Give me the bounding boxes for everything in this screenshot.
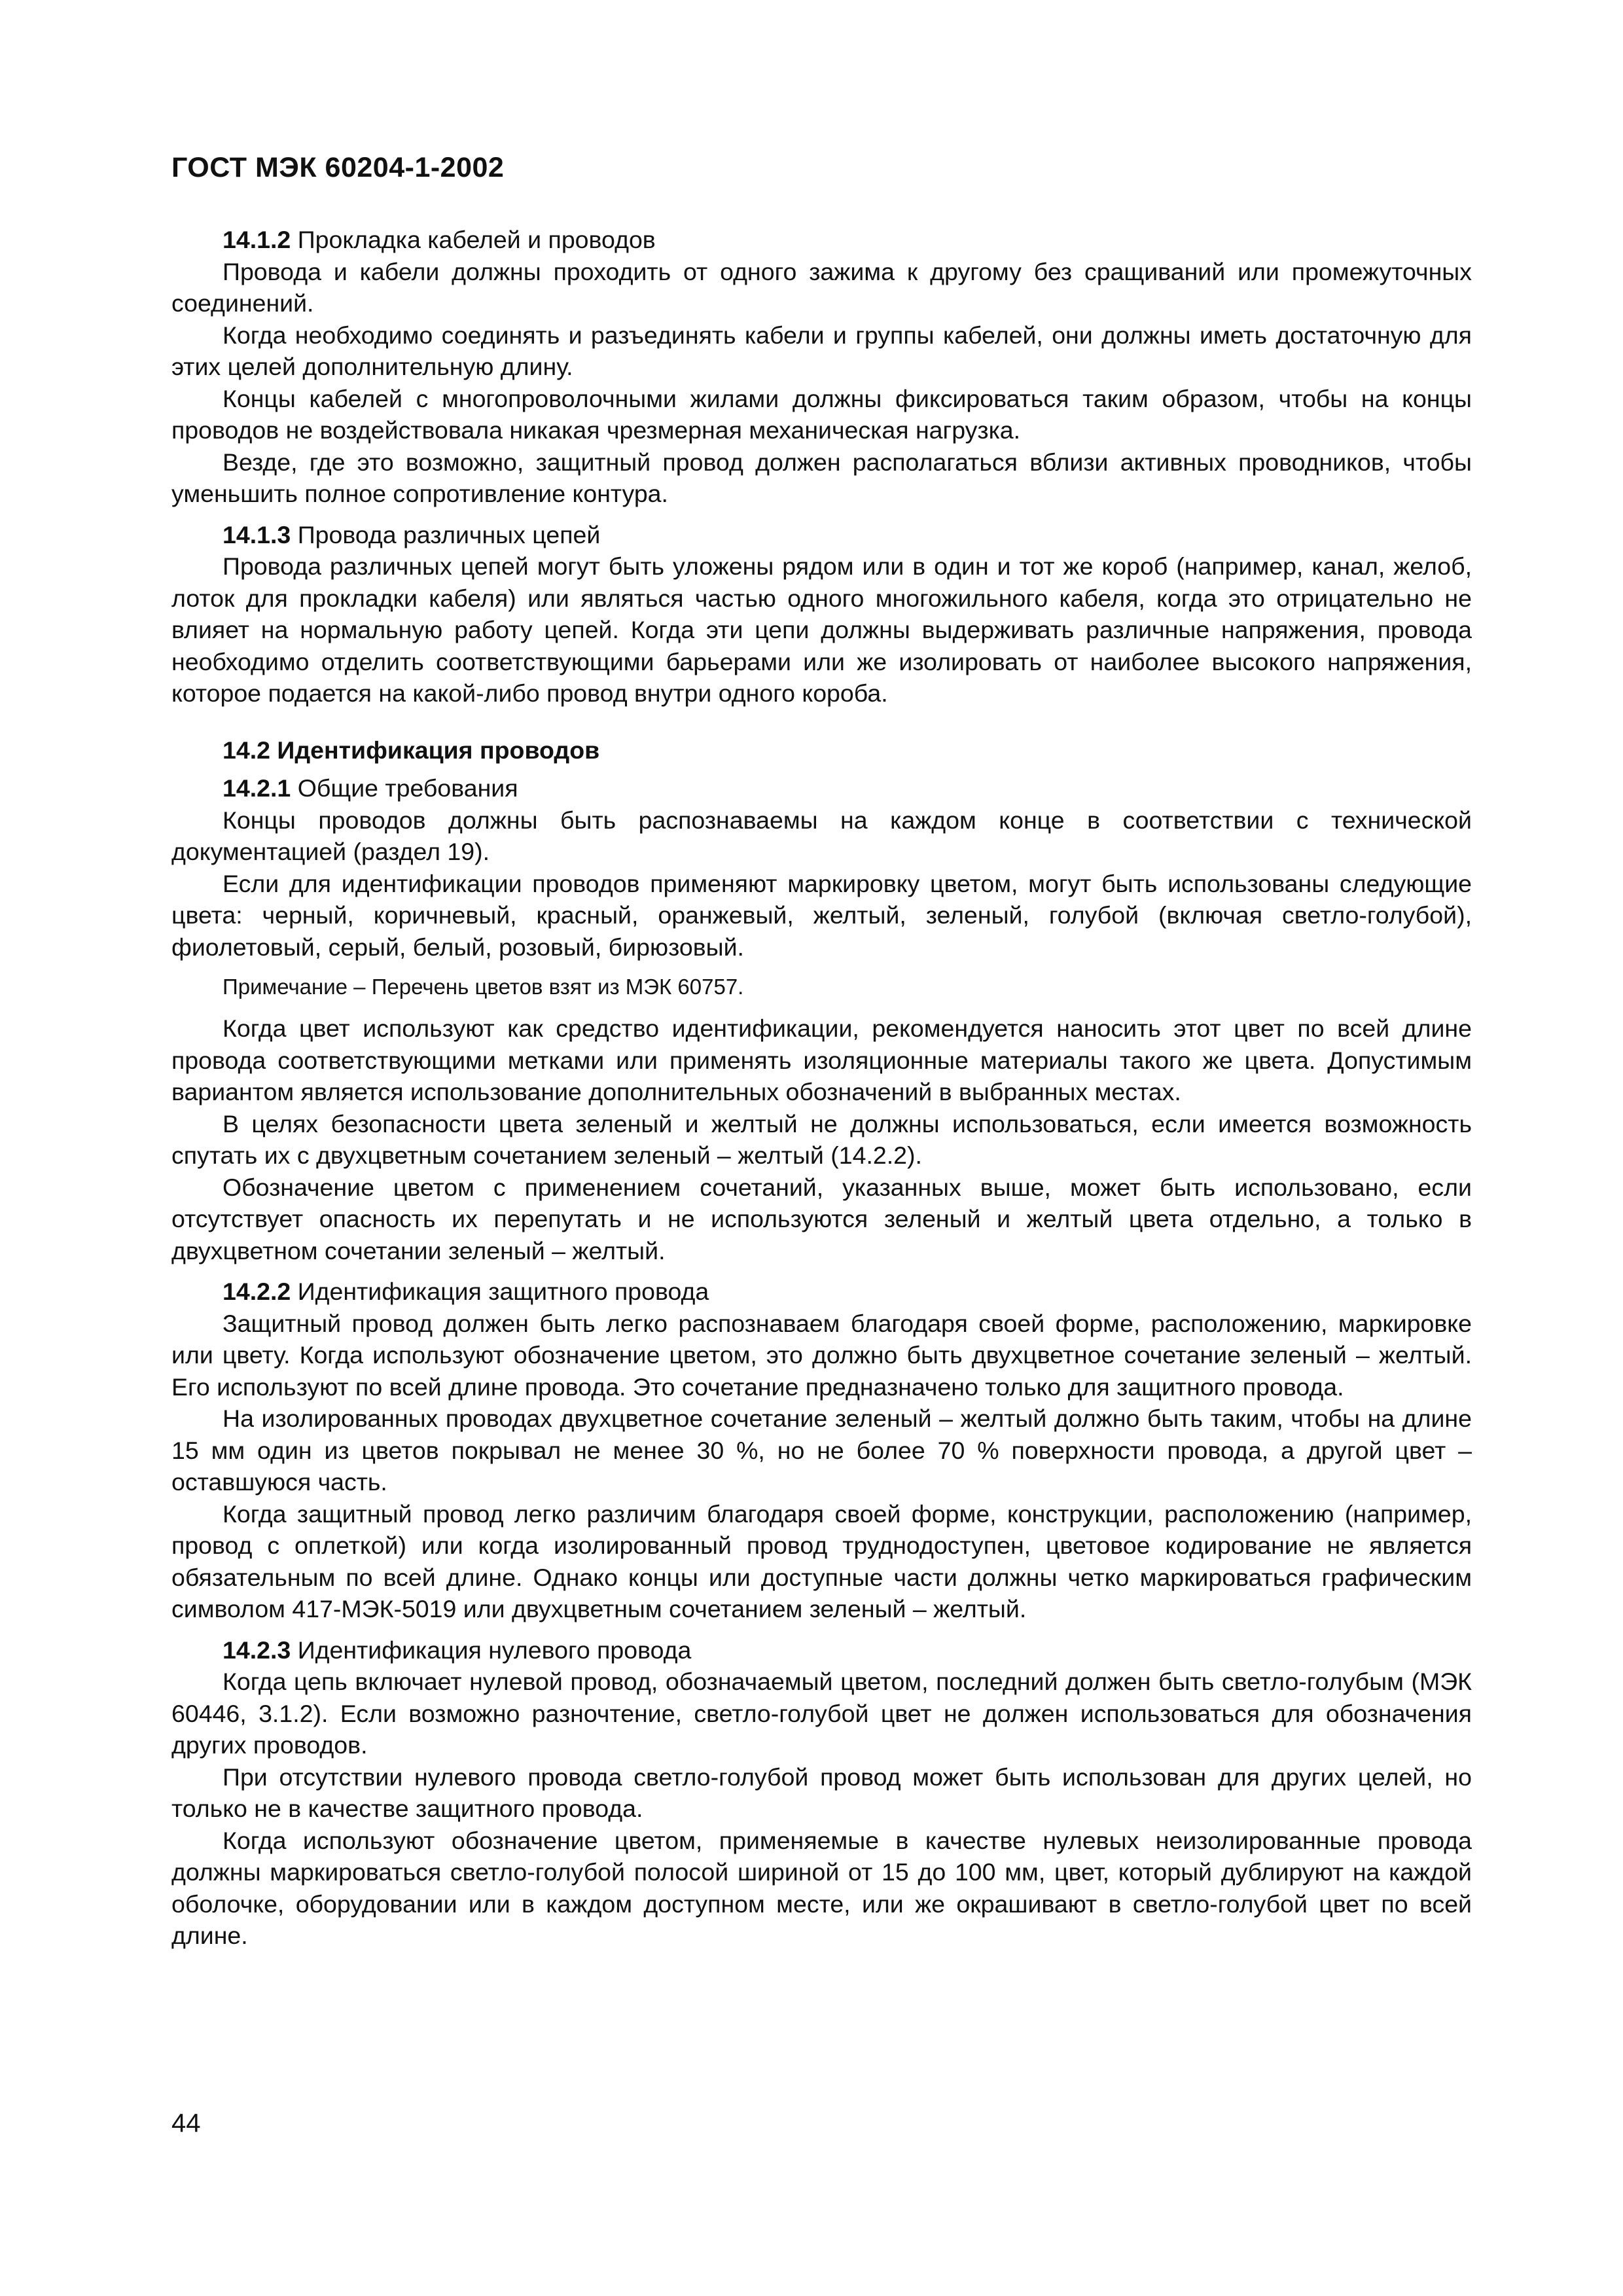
paragraph: Когда защитный провод легко различим благодаря своей форме, конструкции, расположению (например, провод с оплеткой) или когда изолированный провод труднодоступен, цветовое кодирование не является обязательным по всей длине. Однако концы или доступные части должны четко маркироваться графическим символом 417-МЭК-5019 или двухцветным сочетанием зеленый – желтый. <box>171 1499 1472 1623</box>
subsection-heading-14-1-2 <box>171 224 1472 256</box>
paragraph: Везде, где это возможно, защитный провод должен располагаться вблизи активных проводников, чтобы уменьшить полное сопротивление контура. <box>171 448 1472 507</box>
subsection-number: 14.2.3 <box>223 1636 291 1664</box>
subsection-title: Общие требования <box>297 774 518 802</box>
paragraph: Когда цвет используют как средство идентификации, рекомендуется наносить этот цвет по всей длине провода соответствующими метками или применять изоляционные материалы такого же цвета. Допустимым вариантом является использование дополнительных обозначений в выбранных местах. <box>171 1014 1472 1105</box>
paragraph: Концы проводов должны быть распознаваемы на каждом конце в соответствии с технической документацией (раздел 19). <box>171 806 1472 865</box>
subsection-title: Прокладка кабелей и проводов <box>297 226 656 253</box>
subsection-heading-14-2-3 <box>171 1634 1472 1666</box>
paragraph: Концы кабелей с многопроволочными жилами должны фиксироваться таким образом, чтобы на концы проводов не воздействовала никакая чрезмерная механическая нагрузка. <box>171 384 1472 444</box>
subsection-title: Идентификация нулевого провода <box>297 1636 692 1664</box>
subsection-heading-14-2-1 <box>171 772 1472 804</box>
subsection-number: 14.2.1 <box>223 774 291 802</box>
section-heading-14-2 <box>171 734 1472 766</box>
paragraph: На изолированных проводах двухцветное сочетание зеленый – желтый должно быть таким, чтобы на длине 15 мм один из цветов покрывал не менее 30 %, но не более 70 % поверхности провода, а другой цвет – оставшуюся часть. <box>171 1405 1472 1496</box>
section-title: 14.2 Идентификация проводов <box>223 736 600 764</box>
paragraph: Защитный провод должен быть легко распознаваем благодаря своей форме, расположению, маркировке или цвету. Когда используют обозначение цветом, это должно быть двухцветное сочетание зеленый – желтый. Его используют по всей длине провода. Это сочетание предназначено только для защитного провода. <box>171 1309 1472 1401</box>
subsection-number: 14.2.2 <box>223 1278 291 1305</box>
paragraph: Когда цепь включает нулевой провод, обозначаемый цветом, последний должен быть светло-голубым (МЭК 60446, 3.1.2). Если возможно разночтение, светло-голубой цвет не должен использоваться для обозначения других проводов. <box>171 1668 1472 1759</box>
subsection-number: 14.1.3 <box>223 520 291 548</box>
subsection-title: Идентификация защитного провода <box>297 1278 709 1305</box>
paragraph: При отсутствии нулевого провода светло-голубой провод может быть использован для других целей, но только не в качестве защитного провода. <box>171 1763 1472 1822</box>
subsection-title: Провода различных цепей <box>297 520 601 548</box>
note: Примечание – Перечень цветов взят из МЭК 60757. <box>223 975 744 999</box>
page-number: 44 <box>171 2109 201 2138</box>
subsection-number: 14.1.2 <box>223 226 291 253</box>
paragraph: Провода и кабели должны проходить от одного зажима к другому без сращиваний или промежуточных соединений. <box>171 257 1472 317</box>
paragraph: Если для идентификации проводов применяют маркировку цветом, могут быть использованы следующие цвета: черный, коричневый, красный, оранжевый, желтый, зеленый, голубой (включая светло-голубой), фиолетовый, серый, белый, розовый, бирюзовый. <box>171 869 1472 961</box>
paragraph: В целях безопасности цвета зеленый и желтый не должны использоваться, если имеется возможность спутать их с двухцветным сочетанием зеленый – желтый (14.2.2). <box>171 1109 1472 1169</box>
document-header: ГОСТ МЭК 60204-1-2002 <box>171 152 505 183</box>
paragraph: Обозначение цветом с применением сочетаний, указанных выше, может быть использовано, если отсутствует опасность их перепутать и не используются зеленый и желтый цвета отдельно, а только в двухцветном сочетании зеленый – желтый. <box>171 1173 1472 1265</box>
subsection-heading-14-2-2 <box>171 1276 1472 1308</box>
subsection-heading-14-1-3 <box>171 519 1472 551</box>
paragraph: Когда используют обозначение цветом, применяемые в качестве нулевых неизолированные провода должны маркироваться светло-голубой полосой шириной от 15 до 100 мм, цвет, который дублируют на каждой оболочке, оборудовании или в каждом доступном месте, или же окрашивают в светло-голубой цвет по всей длине. <box>171 1826 1472 1949</box>
document-body <box>171 224 1472 1952</box>
paragraph: Когда необходимо соединять и разъединять кабели и группы кабелей, они должны иметь достаточную для этих целей дополнительную длину. <box>171 321 1472 380</box>
paragraph: Провода различных цепей могут быть уложены рядом или в один и тот же короб (например, канал, желоб, лоток для прокладки кабеля) или являться частью одного многожильного кабеля, когда это отрицательно не влияет на нормальную работу цепей. Когда эти цепи должны выдерживать различные напряжения, провода необходимо отделить соответствующими барьерами или же изолировать от наиболее высокого напряжения, которое подается на какой-либо провод внутри одного короба. <box>171 552 1472 707</box>
